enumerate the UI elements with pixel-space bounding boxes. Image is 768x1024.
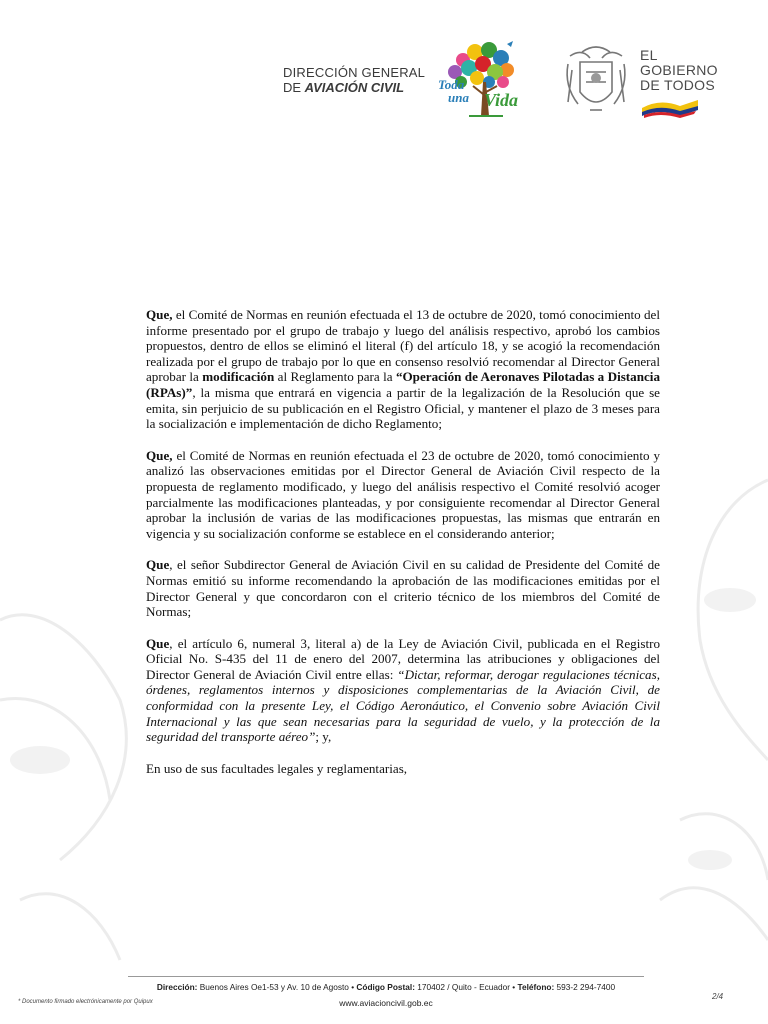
tree-word-vida: Vida: [484, 90, 519, 110]
page-number: 2/4: [712, 992, 724, 1001]
law-quote: “Dictar, reformar, derogar regulaciones técnicas, órdenes, reglamentos internos y disposiciones complementarias de la Aviación Civil, de conformidad con la presente Ley, el Código Aeronáutico, el Convenio sobre Aviación Civil Internacional y las que sean necesarias para la seguridad de vuelo, y la protección de la seguridad del transporte aéreo”: [146, 666, 660, 745]
bold-text: modificación: [202, 369, 275, 385]
paragraph-lead: Que,: [146, 447, 173, 463]
paragraph-4: [146, 636, 660, 745]
gob-line2: GOBIERNO: [640, 62, 718, 78]
paragraph-text: ; y,: [315, 729, 332, 745]
footer-address: [128, 982, 644, 992]
paragraph-lead: Que: [146, 557, 170, 573]
letterhead: [0, 38, 768, 128]
paragraph-text: el Comité de Normas en reunión efectuada el 13 de octubre de 2020, tomó conocimiento del informe presentado por el grupo de trabajo y luego del análisis respectivo, aprobó los cambios propuestos, dentro de ellos se eliminó el literal (f) del artículo 18, y se acogió la recomendación realizada por el grupo de trabajo por lo que en consenso resolvió recomendar al Director General aprobar la: [146, 307, 660, 385]
phone-value: 593-2 294-7400: [554, 982, 616, 992]
paragraph-text: En uso de sus facultades legales y reglamentarias,: [146, 760, 408, 776]
gob-line3: DE TODOS: [640, 77, 716, 93]
postal-value: 170402 / Quito - Ecuador •: [414, 982, 518, 992]
footer-website: www.aviacioncivil.gob.ec: [339, 998, 433, 1008]
document-body: [146, 307, 660, 792]
dgac-line2: DE AVIACIÓN CIVIL: [283, 80, 405, 95]
paragraph-text: el Comité de Normas en reunión efectuada el 23 de octubre de 2020, tomó conocimiento y analizó las observaciones emitidas por el Director General de Aviación Civil respecto de la propuesta de reglamento modificado, y luego del análisis respectivo el Comité resolvió acoger parcialmente las modificaciones planteadas, y por consiguiente recomendar al Director General aprobar la inclusión de varias de las modificaciones propuestas, las mismas que entrarán en vigencia y su socialización conforme se establece en el considerando anterior;: [146, 447, 660, 541]
address-value: Buenos Aires Oe1-53 y Av. 10 de Agosto •: [197, 982, 357, 992]
footer-divider: [128, 976, 644, 977]
gob-line1: EL: [640, 47, 658, 63]
gobierno-logo-text: [640, 48, 718, 93]
paragraph-2: [146, 448, 660, 542]
postal-label: Código Postal:: [356, 982, 415, 992]
paragraph-text: al Reglamento para la: [274, 369, 396, 385]
gobierno-flag-stripes-icon: [640, 98, 702, 118]
toda-una-vida-text: [438, 78, 528, 118]
paragraph-lead: Que: [146, 635, 170, 651]
paragraph-1: [146, 307, 660, 432]
ecuador-coat-of-arms-icon: [560, 42, 632, 120]
paragraph-3: [146, 557, 660, 619]
dgac-line1: DIRECCIÓN GENERAL: [283, 65, 426, 80]
electronic-signature-footnote: * Documento firmado electrónicamente por Quipux: [18, 999, 153, 1005]
phone-label: Teléfono:: [517, 982, 555, 992]
address-label: Dirección:: [156, 982, 198, 992]
paragraph-5: [146, 761, 660, 777]
dgac-logo-text: [283, 65, 425, 95]
paragraph-text: , la misma que entrará en vigencia a partir de la legalización de la Resolución que se emita, sin perjuicio de su publicación en el Registro Oficial, y mantener el plazo de 3 meses para la socialización e implementación de dicho Reglamento;: [146, 384, 660, 432]
paragraph-text: , el señor Subdirector General de Aviación Civil en su calidad de Presidente del Comité de Normas emitió su informe recomendando la aprobación de las modificaciones emitidas por el Director General y que concordaron con el criterio técnico de los miembros del Comité de Normas;: [146, 557, 660, 620]
paragraph-lead: Que,: [146, 307, 173, 322]
tree-word-toda: Toda: [438, 77, 465, 92]
tree-word-una: una: [448, 90, 469, 105]
regulation-title: “Operación de Aeronaves Pilotadas a Distancia (RPAs)”: [146, 369, 660, 400]
paragraph-text: , el artículo 6, numeral 3, literal a) de la Ley de Aviación Civil, publicada en el Registro Oficial No. S-435 del 11 de enero del 2007, determina las atribuciones y obligaciones del Director General de Aviación Civil entre ellas:: [146, 635, 660, 682]
